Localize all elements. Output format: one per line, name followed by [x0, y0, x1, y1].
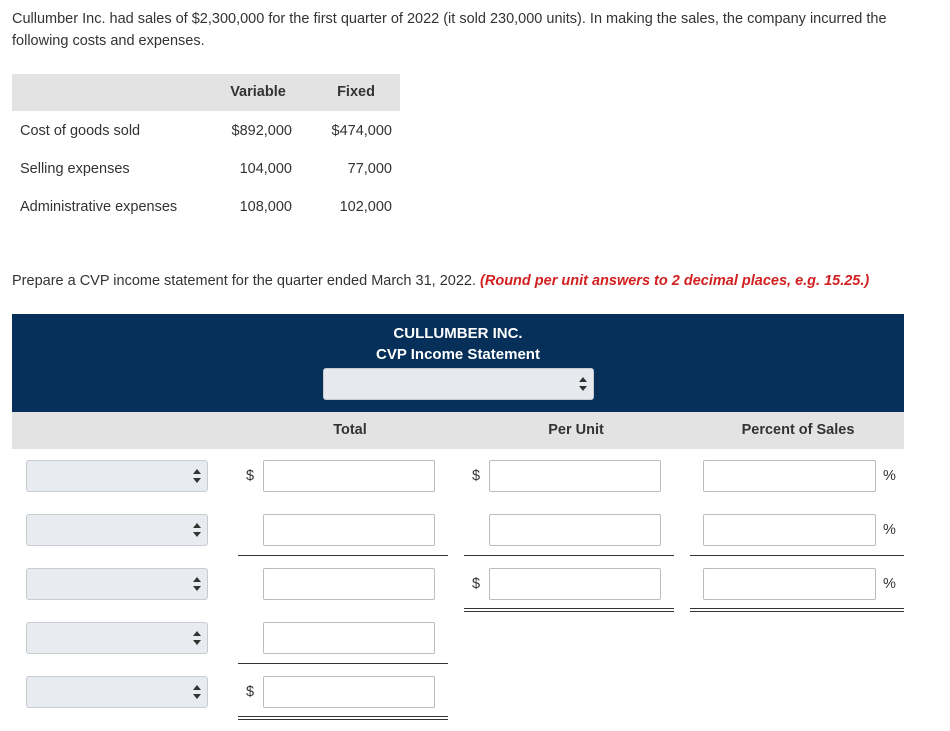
cost-row-admin [12, 196, 400, 218]
percent-double-underline [690, 608, 904, 612]
total-double-underline [238, 716, 448, 720]
row-2-total-input[interactable] [263, 514, 435, 546]
row-1-account-select[interactable] [26, 460, 208, 492]
variable-header: Variable [230, 84, 286, 100]
percent-underline [690, 555, 904, 556]
row-3-total-input[interactable] [263, 568, 435, 600]
percent-sign: % [883, 522, 896, 538]
period-select[interactable] [323, 368, 594, 400]
fixed-value: 102,000 [339, 199, 392, 215]
statement-banner [12, 314, 904, 412]
row-4-total-input[interactable] [263, 622, 435, 654]
row-1-per-unit-input[interactable] [489, 460, 661, 492]
company-name: CULLUMBER INC. [393, 325, 523, 342]
row-1-percent-input[interactable] [703, 460, 876, 492]
up-down-arrows-icon [193, 577, 201, 591]
percent-column-header: Percent of Sales [741, 422, 855, 438]
statement-column-headers [12, 412, 904, 449]
up-down-arrows-icon [579, 377, 587, 391]
dollar-sign: $ [472, 576, 481, 592]
percent-sign: % [883, 576, 896, 592]
instruction [12, 270, 869, 292]
row-3-percent-input[interactable] [703, 568, 876, 600]
total-underline [238, 555, 448, 556]
row-3-per-unit-input[interactable] [489, 568, 661, 600]
cost-table-header [12, 74, 400, 111]
up-down-arrows-icon [193, 469, 201, 483]
statement-title: CVP Income Statement [376, 346, 540, 363]
variable-value: $892,000 [231, 123, 292, 139]
row-5-account-select[interactable] [26, 676, 208, 708]
variable-value: 104,000 [239, 161, 292, 177]
dollar-sign: $ [246, 684, 255, 700]
fixed-value: $474,000 [331, 123, 392, 139]
up-down-arrows-icon [193, 631, 201, 645]
per-unit-double-underline [464, 608, 674, 612]
rounding-note: (Round per unit answers to 2 decimal places, e.g. 15.25.) [480, 273, 870, 289]
total-underline [238, 663, 448, 664]
up-down-arrows-icon [193, 523, 201, 537]
row-2-account-select[interactable] [26, 514, 208, 546]
row-2-per-unit-input[interactable] [489, 514, 661, 546]
row-2-percent-input[interactable] [703, 514, 876, 546]
row-5-total-input[interactable] [263, 676, 435, 708]
row-3-account-select[interactable] [26, 568, 208, 600]
row-1-total-input[interactable] [263, 460, 435, 492]
dollar-sign: $ [472, 468, 481, 484]
up-down-arrows-icon [193, 685, 201, 699]
cost-row-cogs [12, 120, 400, 142]
cost-label: Cost of goods sold [20, 123, 141, 139]
problem-intro: Cullumber Inc. had sales of $2,300,000 for the first quarter of 2022 (it sold 230,000 units). In making the sales, the company incurred the following costs and expenses. [12, 11, 887, 49]
variable-value: 108,000 [239, 199, 292, 215]
fixed-header: Fixed [337, 84, 375, 100]
dollar-sign: $ [246, 468, 255, 484]
row-4-account-select[interactable] [26, 622, 208, 654]
instruction-text: Prepare a CVP income statement for the quarter ended March 31, 2022. [12, 273, 481, 289]
percent-sign: % [883, 468, 896, 484]
fixed-value: 77,000 [347, 161, 392, 177]
cost-label: Administrative expenses [20, 199, 178, 215]
cost-row-selling [12, 158, 400, 180]
per-unit-column-header: Per Unit [548, 422, 604, 438]
per-unit-underline [464, 555, 674, 556]
cost-label: Selling expenses [20, 161, 130, 177]
total-column-header: Total [333, 422, 367, 438]
